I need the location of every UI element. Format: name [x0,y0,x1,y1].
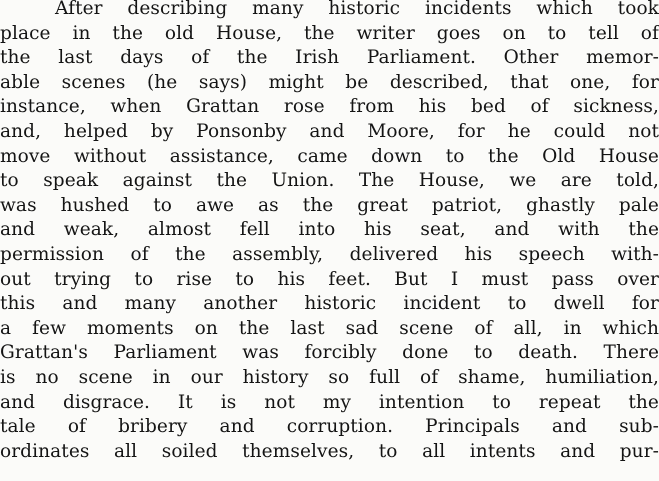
text-line: and weak, almost fell into his seat, and with the [0,219,659,241]
text-line: a few moments on the last sad scene of all, in which [0,317,659,339]
text-line: was hushed to awe as the great patriot, ghastly pale [0,194,659,216]
text-line: permission of the assembly, delivered his speech with- [0,243,659,265]
text-line: out trying to rise to his feet. But I must pass over [0,268,659,290]
text-line: instance, when Grattan rose from his bed of sickness, [0,96,659,118]
text-line: move without assistance, came down to the Old House [0,145,659,167]
text-line: and, helped by Ponsonby and Moore, for he could not [0,120,659,142]
text-line: ordinates all soiled themselves, to all intents and pur- [0,440,659,462]
text-line: Grattan's Parliament was forcibly done to death. There [0,342,659,364]
text-line: place in the old House, the writer goes on to tell of [0,22,659,44]
text-line: this and many another historic incident to dwell for [0,293,659,315]
text-line: able scenes (he says) might be described, that one, for [0,71,659,93]
text-line: After describing many historic incidents which took [55,0,659,19]
text-line: is no scene in our history so full of shame, humiliation, [0,366,659,388]
text-line: the last days of the Irish Parliament. Other memor- [0,47,659,69]
text-line: and disgrace. It is not my intention to repeat the [0,391,659,413]
text-line: to speak against the Union. The House, we are told, [0,170,659,192]
text-line: tale of bribery and corruption. Principals and sub- [0,416,659,438]
